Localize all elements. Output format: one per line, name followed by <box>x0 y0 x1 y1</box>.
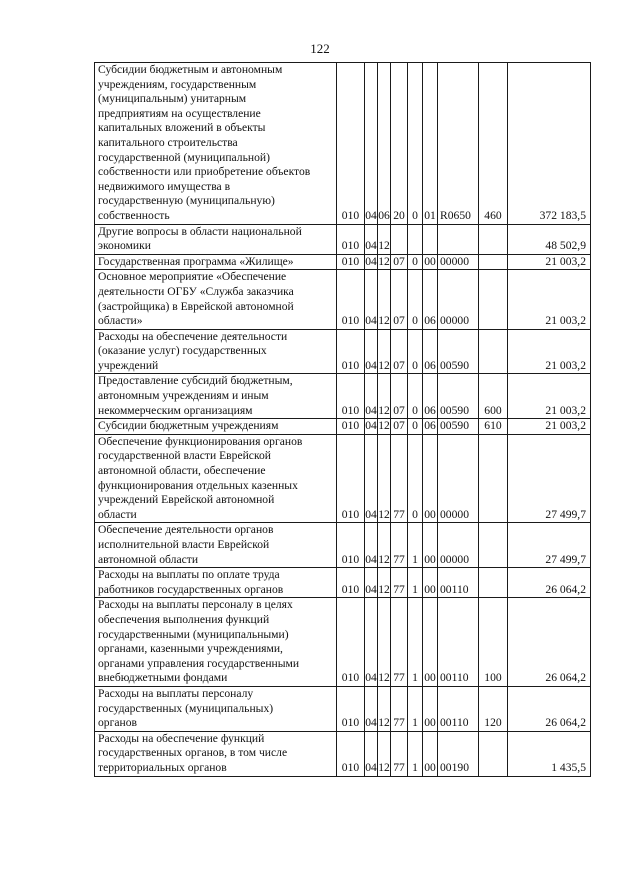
item-name-cell <box>95 598 337 687</box>
section-code-cell: 04 <box>365 63 378 225</box>
main-event-code-cell: 00 <box>423 731 438 776</box>
item-name-line: капитальных вложений в объекты <box>98 121 266 135</box>
main-event-code-cell: 00 <box>423 523 438 568</box>
item-name-line: экономики <box>98 239 151 253</box>
main-event-code-cell: 00 <box>423 568 438 598</box>
program-code-cell: 07 <box>391 374 408 419</box>
direction-code-cell: R0650 <box>438 63 479 225</box>
program-code-cell: 77 <box>391 523 408 568</box>
item-name-line: государственной (муниципальной) <box>98 150 270 164</box>
item-name-line: деятельности ОГБУ «Служба заказчика <box>98 284 294 298</box>
program-code-cell: 77 <box>391 731 408 776</box>
subprogram-code-cell: 1 <box>408 598 423 687</box>
budget-table <box>94 62 591 777</box>
item-name-cell <box>95 224 337 254</box>
direction-code-cell: 00000 <box>438 270 479 329</box>
item-name-line: Государственная программа «Жилище» <box>98 254 294 268</box>
main-event-code-cell: 00 <box>423 434 438 523</box>
ministry-code-cell: 010 <box>337 63 365 225</box>
page-number: 122 <box>310 41 330 56</box>
item-name-line: Субсидии бюджетным учреждениям <box>98 419 279 433</box>
item-name-cell <box>95 434 337 523</box>
ministry-code-cell: 010 <box>337 434 365 523</box>
direction-code-cell: 00110 <box>438 598 479 687</box>
program-code-cell: 77 <box>391 686 408 731</box>
item-name-line: (застройщика) в Еврейской автономной <box>98 299 294 313</box>
subprogram-code-cell: 0 <box>408 270 423 329</box>
subprogram-code-cell: 0 <box>408 434 423 523</box>
expense-type-code-cell <box>479 224 508 254</box>
direction-code-cell: 00190 <box>438 731 479 776</box>
item-name-line: государственных органов, в том числе <box>98 746 288 760</box>
direction-code-cell: 00590 <box>438 329 479 374</box>
item-name-line: Другие вопросы в области национальной <box>98 224 302 238</box>
subsection-code-cell: 06 <box>378 63 391 225</box>
expense-type-code-cell: 600 <box>479 374 508 419</box>
item-name-line: Субсидии бюджетным и автономным <box>98 63 283 76</box>
expense-type-code-cell <box>479 523 508 568</box>
item-name-line: органами, казенными учреждениями, <box>98 642 283 656</box>
expense-type-code-cell: 610 <box>479 419 508 435</box>
table-row <box>95 254 591 270</box>
expense-type-code-cell <box>479 329 508 374</box>
section-code-cell: 04 <box>365 329 378 374</box>
subprogram-code-cell: 1 <box>408 731 423 776</box>
main-event-code-cell: 00 <box>423 254 438 270</box>
amount-cell: 26 064,2 <box>508 568 591 598</box>
amount-cell: 21 003,2 <box>508 254 591 270</box>
subprogram-code-cell: 0 <box>408 419 423 435</box>
program-code-cell: 07 <box>391 254 408 270</box>
table-row <box>95 374 591 419</box>
amount-cell: 1 435,5 <box>508 731 591 776</box>
table-row <box>95 270 591 329</box>
item-name-line: недвижимого имущества в <box>98 179 231 193</box>
table-row <box>95 63 591 225</box>
ministry-code-cell: 010 <box>337 419 365 435</box>
item-name-line: автономной области, обеспечение <box>98 464 266 478</box>
ministry-code-cell: 010 <box>337 224 365 254</box>
direction-code-cell: 00590 <box>438 374 479 419</box>
item-name-line: внебюджетными фондами <box>98 671 228 685</box>
main-event-code-cell: 00 <box>423 686 438 731</box>
subsection-code-cell: 12 <box>378 329 391 374</box>
expense-type-code-cell <box>479 731 508 776</box>
subprogram-code-cell: 0 <box>408 63 423 225</box>
direction-code-cell: 00590 <box>438 419 479 435</box>
item-name-line: Расходы на обеспечение деятельности <box>98 329 288 343</box>
item-name-line: некоммерческим организациям <box>98 403 253 417</box>
main-event-code-cell: 06 <box>423 329 438 374</box>
item-name-line: Обеспечение функционирования органов <box>98 434 303 448</box>
direction-code-cell <box>438 224 479 254</box>
item-name-cell <box>95 329 337 374</box>
section-code-cell: 04 <box>365 598 378 687</box>
item-name-line: Предоставление субсидий бюджетным, <box>98 374 293 388</box>
table-row <box>95 523 591 568</box>
item-name-cell <box>95 254 337 270</box>
subsection-code-cell: 12 <box>378 731 391 776</box>
item-name-line: (муниципальным) унитарным <box>98 92 247 106</box>
main-event-code-cell: 00 <box>423 598 438 687</box>
item-name-line: государственную (муниципальную) <box>98 194 275 208</box>
item-name-line: (оказание услуг) государственных <box>98 344 267 358</box>
direction-code-cell: 00110 <box>438 568 479 598</box>
item-name-line: обеспечения выполнения функций <box>98 612 270 626</box>
item-name-cell <box>95 419 337 435</box>
item-name-cell <box>95 270 337 329</box>
main-event-code-cell <box>423 224 438 254</box>
subsection-code-cell: 12 <box>378 434 391 523</box>
ministry-code-cell: 010 <box>337 731 365 776</box>
item-name-line: Основное мероприятие «Обеспечение <box>98 270 287 284</box>
section-code-cell: 04 <box>365 270 378 329</box>
amount-cell: 26 064,2 <box>508 598 591 687</box>
program-code-cell: 07 <box>391 419 408 435</box>
item-name-line: капитального строительства <box>98 135 238 149</box>
direction-code-cell: 00000 <box>438 254 479 270</box>
item-name-line: Расходы на выплаты персоналу в целях <box>98 598 293 612</box>
section-code-cell: 04 <box>365 731 378 776</box>
item-name-line: собственность <box>98 208 170 222</box>
program-code-cell: 77 <box>391 598 408 687</box>
subsection-code-cell: 12 <box>378 419 391 435</box>
main-event-code-cell: 01 <box>423 63 438 225</box>
section-code-cell: 04 <box>365 374 378 419</box>
amount-cell: 21 003,2 <box>508 374 591 419</box>
amount-cell: 27 499,7 <box>508 523 591 568</box>
item-name-line: собственности или приобретение объектов <box>98 165 311 179</box>
item-name-line: государственной власти Еврейской <box>98 449 271 463</box>
subsection-code-cell: 12 <box>378 568 391 598</box>
subprogram-code-cell: 1 <box>408 568 423 598</box>
amount-cell: 21 003,2 <box>508 270 591 329</box>
ministry-code-cell: 010 <box>337 270 365 329</box>
expense-type-code-cell: 120 <box>479 686 508 731</box>
section-code-cell: 04 <box>365 419 378 435</box>
table-row <box>95 224 591 254</box>
item-name-line: Расходы на выплаты персоналу <box>98 686 254 700</box>
ministry-code-cell: 010 <box>337 568 365 598</box>
item-name-line: функционирования отдельных казенных <box>98 478 298 492</box>
item-name-line: автономным учреждениям и иным <box>98 389 269 403</box>
amount-cell: 48 502,9 <box>508 224 591 254</box>
subsection-code-cell: 12 <box>378 270 391 329</box>
item-name-line: учреждений <box>98 358 159 372</box>
main-event-code-cell: 06 <box>423 419 438 435</box>
section-code-cell: 04 <box>365 686 378 731</box>
ministry-code-cell: 010 <box>337 598 365 687</box>
item-name-line: автономной области <box>98 552 199 566</box>
subprogram-code-cell: 0 <box>408 329 423 374</box>
item-name-line: Расходы на выплаты по оплате труда <box>98 568 280 582</box>
section-code-cell: 04 <box>365 523 378 568</box>
ministry-code-cell: 010 <box>337 523 365 568</box>
table-row <box>95 434 591 523</box>
item-name-cell <box>95 731 337 776</box>
item-name-cell <box>95 686 337 731</box>
item-name-line: органами управления государственными <box>98 656 300 670</box>
subsection-code-cell: 12 <box>378 374 391 419</box>
expense-type-code-cell: 460 <box>479 63 508 225</box>
item-name-line: органов <box>98 716 137 730</box>
program-code-cell: 07 <box>391 270 408 329</box>
item-name-line: Обеспечение деятельности органов <box>98 523 274 537</box>
main-event-code-cell: 06 <box>423 374 438 419</box>
expense-type-code-cell: 100 <box>479 598 508 687</box>
ministry-code-cell: 010 <box>337 686 365 731</box>
item-name-line: учреждениям, государственным <box>98 77 257 91</box>
program-code-cell: 77 <box>391 434 408 523</box>
section-code-cell: 04 <box>365 434 378 523</box>
subsection-code-cell: 12 <box>378 523 391 568</box>
item-name-line: работников государственных органов <box>98 582 284 596</box>
subsection-code-cell: 12 <box>378 224 391 254</box>
item-name-cell <box>95 568 337 598</box>
subprogram-code-cell: 0 <box>408 254 423 270</box>
item-name-line: исполнительной власти Еврейской <box>98 538 270 551</box>
amount-cell: 26 064,2 <box>508 686 591 731</box>
amount-cell: 372 183,5 <box>508 63 591 225</box>
direction-code-cell: 00000 <box>438 523 479 568</box>
item-name-line: учреждений Еврейской автономной <box>98 493 275 507</box>
ministry-code-cell: 010 <box>337 329 365 374</box>
expense-type-code-cell <box>479 568 508 598</box>
table-row <box>95 731 591 776</box>
expense-type-code-cell <box>479 434 508 523</box>
amount-cell: 27 499,7 <box>508 434 591 523</box>
item-name-cell <box>95 523 337 568</box>
section-code-cell: 04 <box>365 224 378 254</box>
direction-code-cell: 00110 <box>438 686 479 731</box>
section-code-cell: 04 <box>365 568 378 598</box>
ministry-code-cell: 010 <box>337 254 365 270</box>
direction-code-cell: 00000 <box>438 434 479 523</box>
ministry-code-cell: 010 <box>337 374 365 419</box>
subprogram-code-cell: 1 <box>408 523 423 568</box>
table-row <box>95 598 591 687</box>
item-name-cell <box>95 63 337 225</box>
amount-cell: 21 003,2 <box>508 329 591 374</box>
subsection-code-cell: 12 <box>378 598 391 687</box>
item-name-cell <box>95 374 337 419</box>
program-code-cell <box>391 224 408 254</box>
section-code-cell: 04 <box>365 254 378 270</box>
subprogram-code-cell: 0 <box>408 374 423 419</box>
program-code-cell: 07 <box>391 329 408 374</box>
subprogram-code-cell <box>408 224 423 254</box>
item-name-line: Расходы на обеспечение функций <box>98 731 265 745</box>
subsection-code-cell: 12 <box>378 254 391 270</box>
subsection-code-cell: 12 <box>378 686 391 731</box>
item-name-line: территориальных органов <box>98 760 227 774</box>
item-name-line: предприятиям на осуществление <box>98 106 261 120</box>
table-row <box>95 419 591 435</box>
table-row <box>95 686 591 731</box>
item-name-line: области» <box>98 314 143 328</box>
table-row <box>95 329 591 374</box>
subprogram-code-cell: 1 <box>408 686 423 731</box>
main-event-code-cell: 06 <box>423 270 438 329</box>
expense-type-code-cell <box>479 254 508 270</box>
expense-type-code-cell <box>479 270 508 329</box>
amount-cell: 21 003,2 <box>508 419 591 435</box>
program-code-cell: 20 <box>391 63 408 225</box>
item-name-line: государственными (муниципальными) <box>98 627 289 641</box>
item-name-line: области <box>98 507 137 521</box>
program-code-cell: 77 <box>391 568 408 598</box>
table-row <box>95 568 591 598</box>
item-name-line: государственных (муниципальных) <box>98 701 274 715</box>
